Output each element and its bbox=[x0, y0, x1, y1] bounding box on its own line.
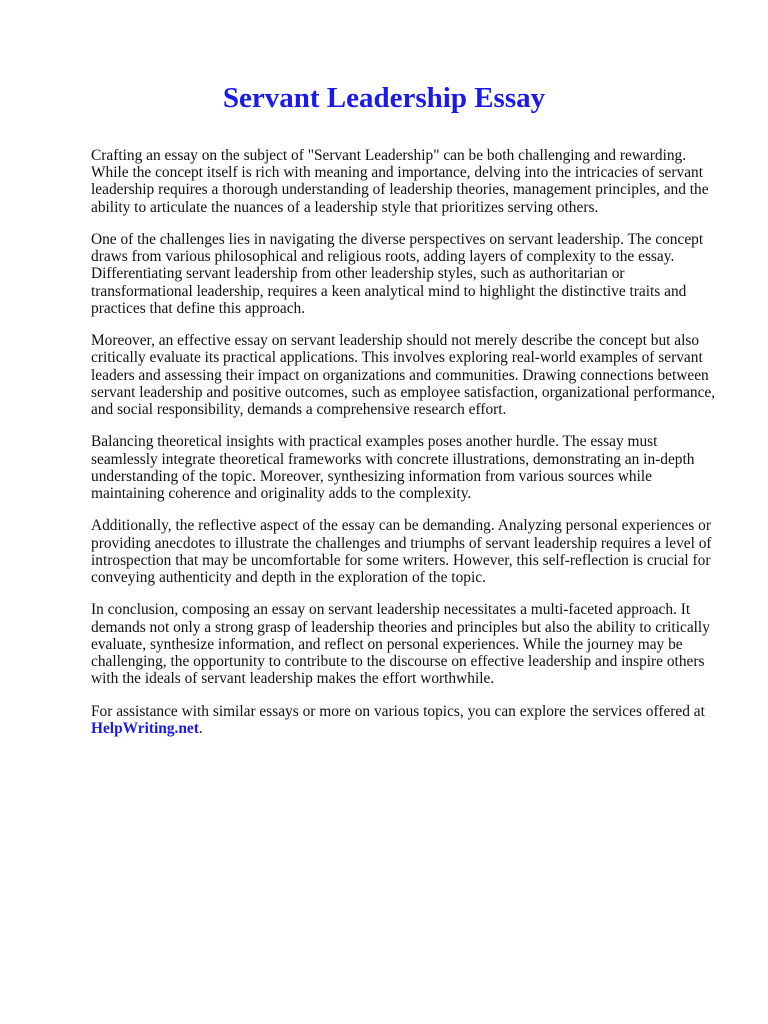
paragraph-line: leadership requires a thorough understanding of leadership theories, management principles, and the bbox=[91, 181, 709, 199]
paragraph-line: Moreover, an effective essay on servant leadership should not merely describe the concept but also bbox=[91, 332, 700, 350]
paragraph-line: with the ideals of servant leadership makes the effort worthwhile. bbox=[91, 670, 495, 688]
paragraph-3 bbox=[91, 332, 716, 419]
paragraph-line: One of the challenges lies in navigating the diverse perspectives on servant leadership. The concept bbox=[91, 231, 704, 248]
paragraph-line: servant leadership and positive outcomes, such as employee satisfaction, organizational performance, bbox=[91, 383, 716, 401]
page-title: Servant Leadership Essay bbox=[222, 82, 546, 114]
paragraph-line: demands not only a strong grasp of leadership theories and principles but also the ability to critically bbox=[91, 618, 710, 636]
paragraph-5 bbox=[91, 517, 712, 587]
paragraph-line: practices that define this approach. bbox=[91, 299, 306, 317]
paragraph-line: Balancing theoretical insights with practical examples poses another hurdle. The essay must bbox=[91, 433, 658, 451]
paragraph-line: maintaining coherence and originality adds to the complexity. bbox=[91, 485, 472, 503]
paragraph-line: ability to articulate the nuances of a leadership style that prioritizes serving others. bbox=[91, 198, 599, 216]
paragraph-6 bbox=[91, 601, 710, 688]
paragraph-line: transformational leadership, requires a keen analytical mind to highlight the distinctive traits and bbox=[91, 282, 687, 300]
paragraph-line: critically evaluate its practical applications. This involves exploring real-world examples of servant bbox=[91, 349, 703, 367]
paragraph-line: draws from various philosophical and religious roots, adding layers of complexity to the essay. bbox=[91, 248, 675, 266]
paragraph-line: leaders and assessing their impact on organizations and communities. Drawing connections between bbox=[91, 366, 709, 384]
paragraph-line: introspection that may be uncomfortable for some writers. However, this self-reflection is crucial for bbox=[91, 551, 711, 569]
paragraph-line: conveying authenticity and depth in the exploration of the topic. bbox=[91, 569, 486, 587]
paragraph-line: evaluate, synthesize information, and reflect on personal experiences. While the journey may be bbox=[91, 635, 683, 653]
paragraph-line: challenging, the opportunity to contribute to the discourse on effective leadership and inspire others bbox=[91, 653, 705, 671]
essay-body bbox=[91, 147, 716, 752]
paragraph-line: understanding of the topic. Moreover, synthesizing information from various sources while bbox=[91, 467, 653, 485]
paragraph-line: seamlessly integrate theoretical frameworks with concrete illustrations, demonstrating an in-depth bbox=[91, 450, 695, 468]
closing-suffix: . bbox=[198, 719, 203, 737]
paragraph-line: In conclusion, composing an essay on servant leadership necessitates a multi-faceted approach. It bbox=[91, 601, 691, 619]
paragraph-line: Differentiating servant leadership from other leadership styles, such as authoritarian or bbox=[91, 265, 625, 283]
paragraph-4 bbox=[91, 433, 695, 503]
paragraph-line: Additionally, the reflective aspect of the essay can be demanding. Analyzing personal experiences or bbox=[91, 517, 711, 535]
paragraph-line: providing anecdotes to illustrate the challenges and triumphs of servant leadership requires a level of bbox=[91, 534, 712, 552]
closing-paragraph bbox=[91, 702, 705, 737]
closing-link-line bbox=[91, 720, 691, 737]
helpwriting-link[interactable]: HelpWriting.net bbox=[91, 719, 199, 737]
paragraph-line: and social responsibility, demands a comprehensive research effort. bbox=[91, 401, 507, 419]
closing-text: For assistance with similar essays or more on various topics, you can explore the services offered at bbox=[91, 702, 705, 720]
paragraph-2 bbox=[91, 231, 704, 317]
paragraph-line: While the concept itself is rich with meaning and importance, delving into the intricacies of servant bbox=[91, 164, 704, 182]
paragraph-line: Crafting an essay on the subject of "Servant Leadership" can be both challenging and rewarding. bbox=[91, 147, 687, 164]
paragraph-1 bbox=[91, 147, 709, 216]
